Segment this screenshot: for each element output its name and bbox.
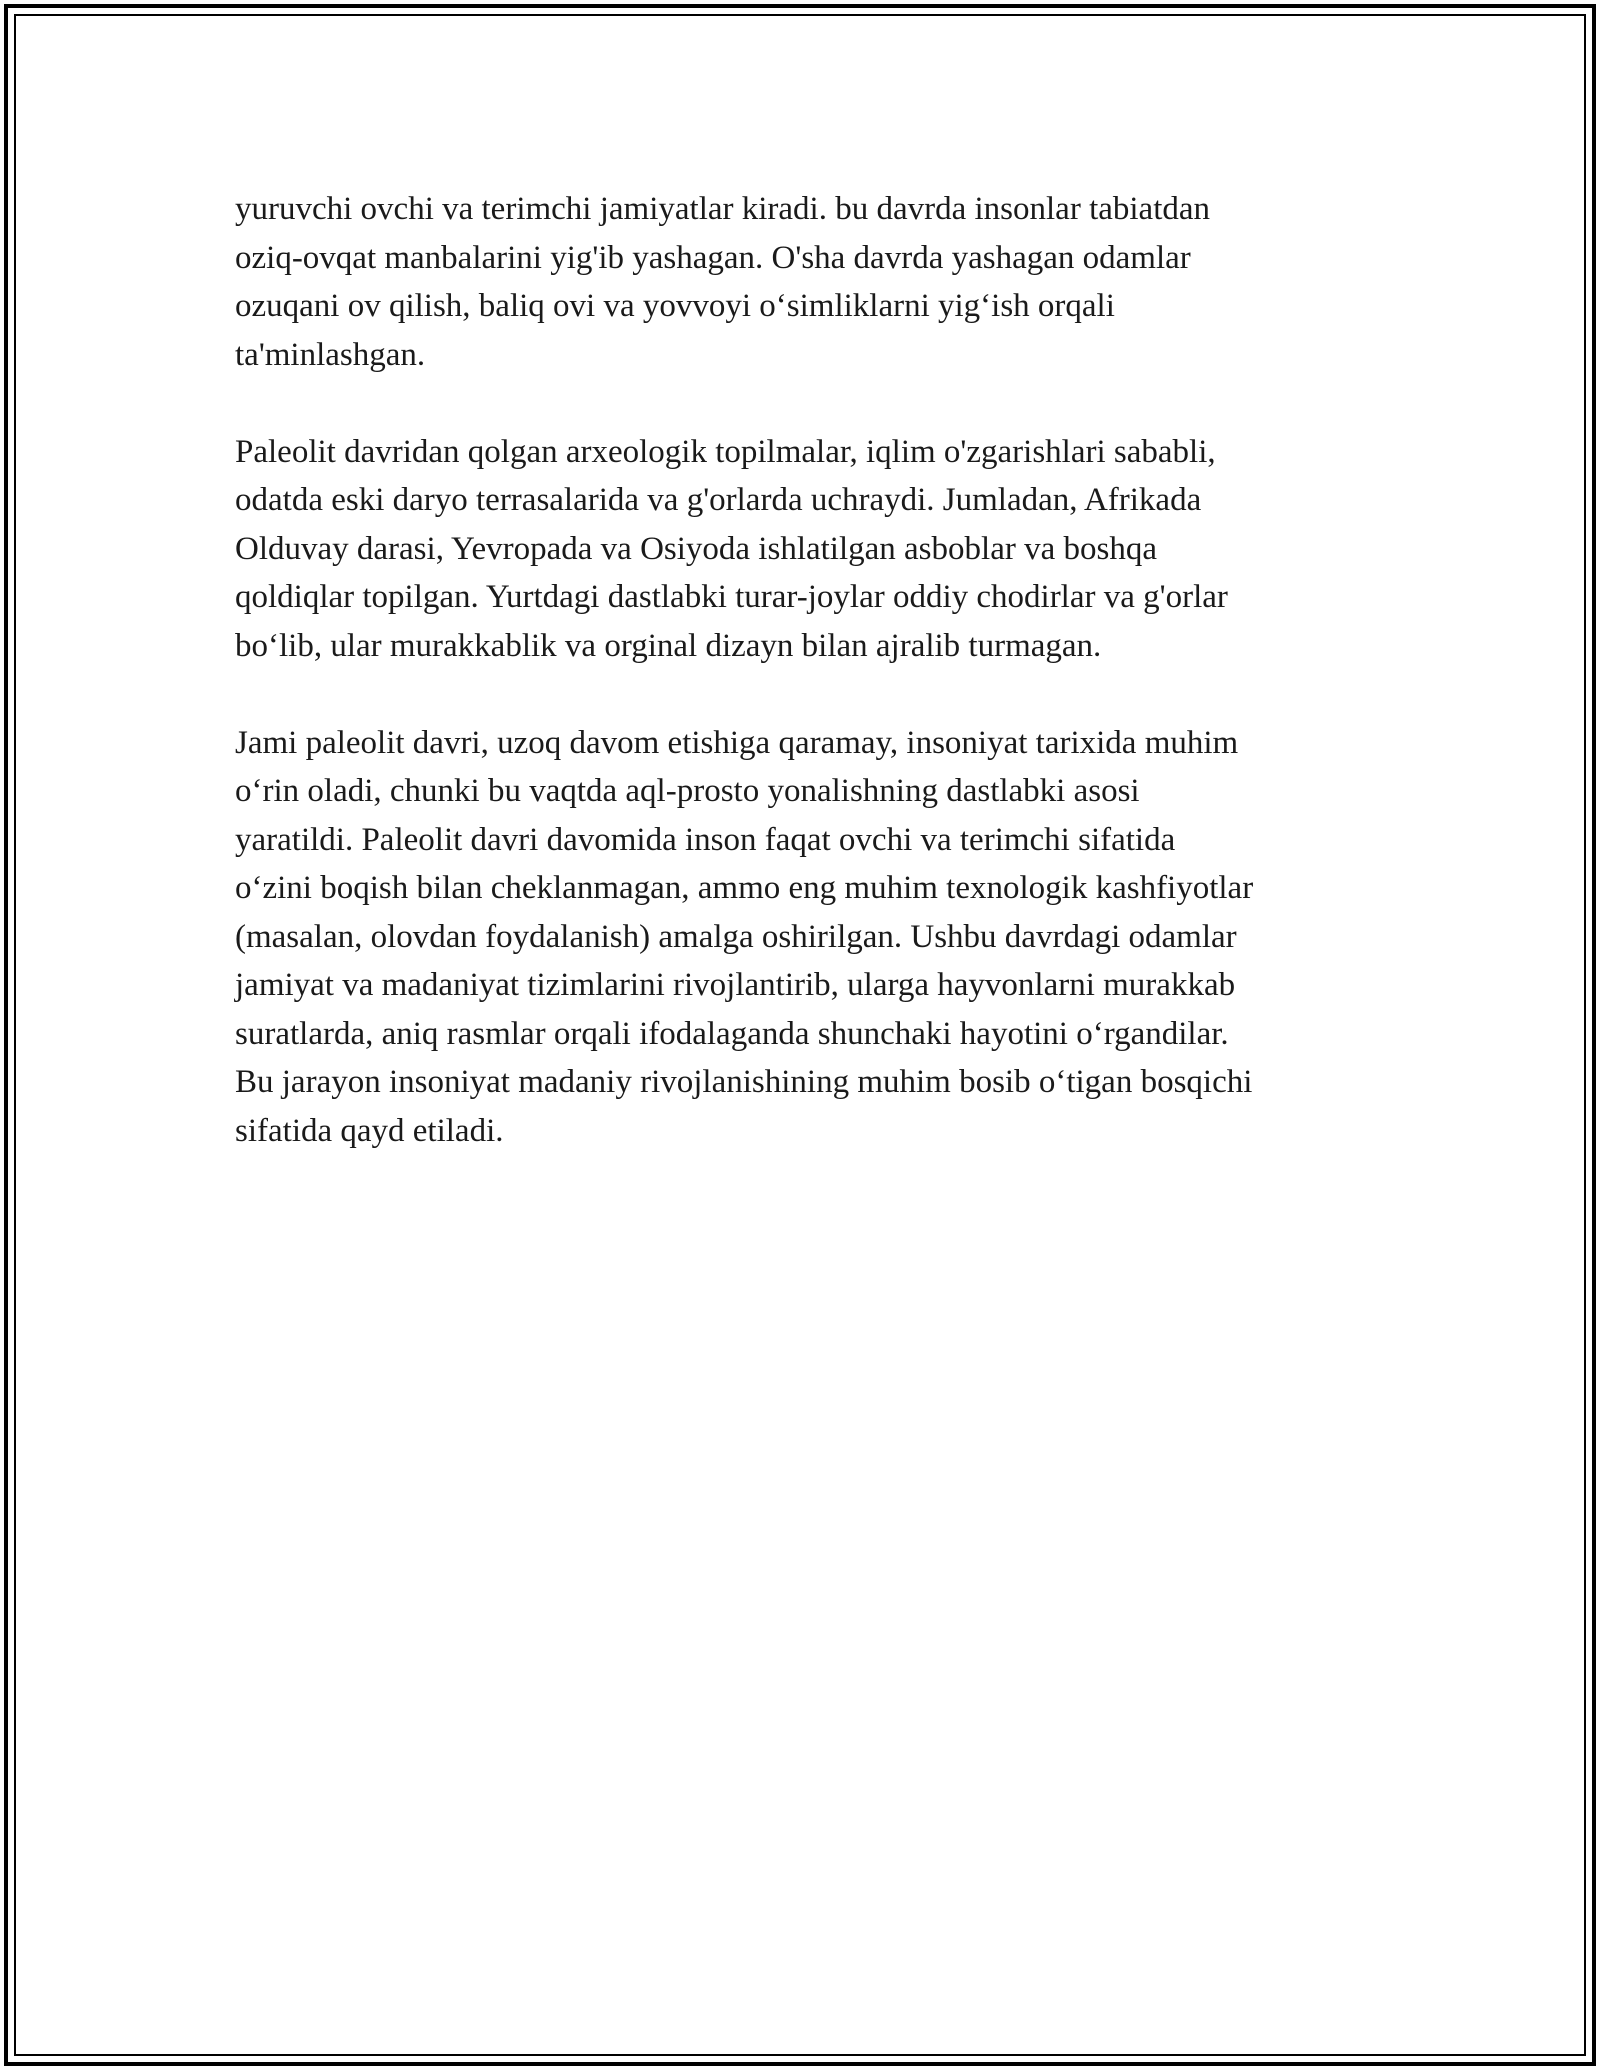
text-line: (masalan, olovdan foydalanish) amalga oshirilgan. Ushbu davrdagi odamlar <box>235 918 1237 955</box>
text-line: o‘rin oladi, chunki bu vaqtda aql-prosto yonalishning dastlabki asosi <box>235 773 1140 809</box>
text-line: yaratildi. Paleolit davri davomida inson faqat ovchi va terimchi sifatida <box>235 821 1176 858</box>
text-line: oziq-ovqat manbalarini yig'ib yashagan. O'sha davrda yashagan odamlar <box>235 239 1191 276</box>
paragraph-2 <box>235 428 1385 671</box>
text-line: yuruvchi ovchi va terimchi jamiyatlar kiradi. bu davrda insonlar tabiatdan <box>235 191 1211 227</box>
paragraph-3 <box>235 719 1385 1156</box>
text-line: bo‘lib, ular murakkablik va orginal dizayn bilan ajralib turmagan. <box>235 627 1102 664</box>
text-line: Jami paleolit davri, uzoq davom etishiga qaramay, insoniyat tarixida muhim <box>235 724 1239 761</box>
paragraph-1 <box>235 185 1385 379</box>
text-line: Olduvay darasi, Yevropada va Osiyoda ishlatilgan asboblar va boshqa <box>235 530 1157 567</box>
text-line: o‘zini boqish bilan cheklanmagan, ammo eng muhim texnologik kashfiyotlar <box>235 870 1254 906</box>
text-line: odatda eski daryo terrasalarida va g'orlarda uchraydi. Jumladan, Afrikada <box>235 482 1202 518</box>
document-body <box>235 185 1385 1204</box>
text-line: ta'minlashgan. <box>235 336 426 373</box>
text-line: jamiyat va madaniyat tizimlarini rivojlantirib, ularga hayvonlarni murakkab <box>235 967 1236 1003</box>
text-line: suratlarda, aniq rasmlar orqali ifodalaganda shunchaki hayotini o‘rgandilar. <box>235 1015 1229 1052</box>
text-line: sifatida qayd etiladi. <box>235 1112 504 1149</box>
text-line: qoldiqlar topilgan. Yurtdagi dastlabki turar-joylar oddiy chodirlar va g'orlar <box>235 579 1228 615</box>
text-line: Bu jarayon insoniyat madaniy rivojlanishining muhim bosib o‘tigan bosqichi <box>235 1064 1253 1100</box>
text-line: ozuqani ov qilish, baliq ovi va yovvoyi o‘simliklarni yig‘ish orqali <box>235 288 1115 324</box>
text-line: Paleolit davridan qolgan arxeologik topilmalar, iqlim o'zgarishlari sababli, <box>235 433 1216 470</box>
